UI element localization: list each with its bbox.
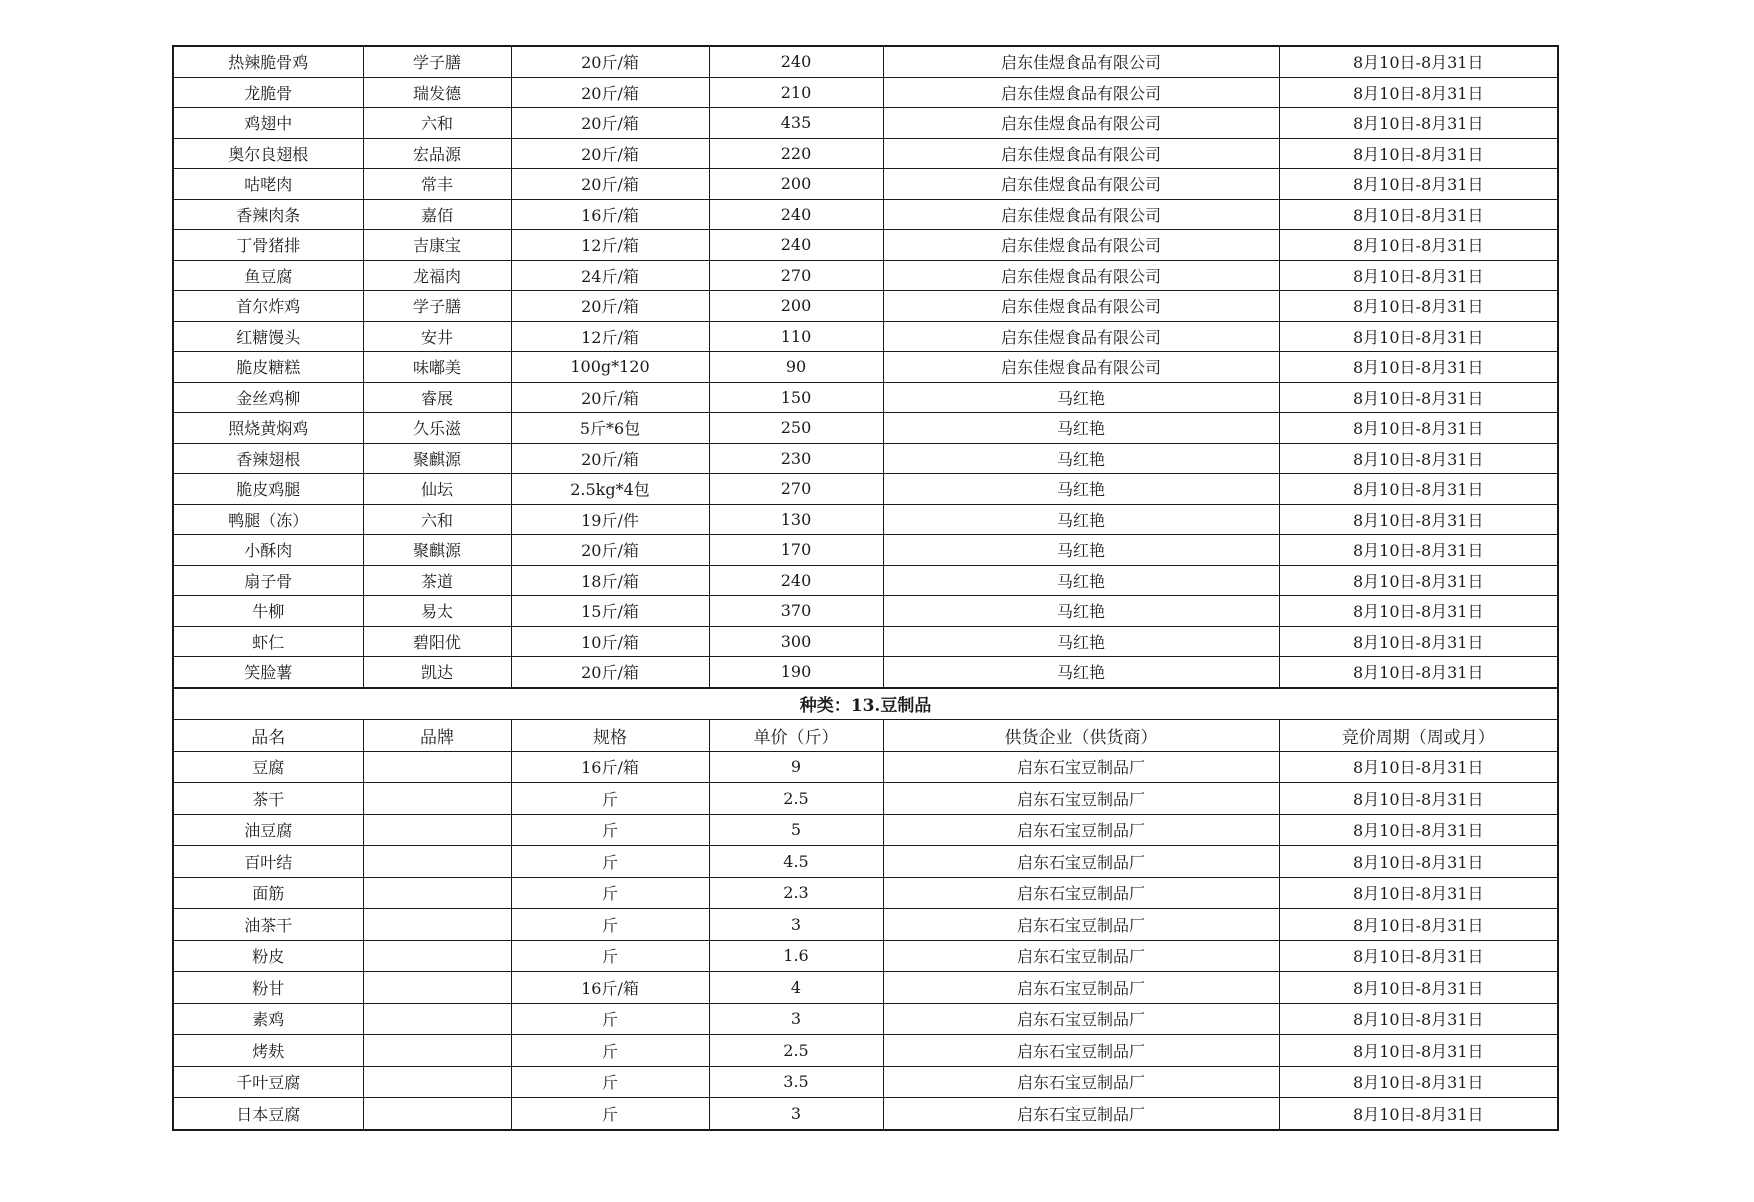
item-name-cell: 小酥肉 [173,535,363,566]
unit-price-cell: 370 [709,596,883,627]
spec-cell: 斤 [511,940,709,972]
brand-cell: 聚麒源 [363,535,511,566]
table-row [173,846,1558,878]
unit-price-cell: 110 [709,321,883,352]
bid-period-cell: 8月10日-8月31日 [1279,77,1558,108]
supplier-cell: 启东石宝豆制品厂 [883,1003,1279,1035]
spec-cell: 斤 [511,814,709,846]
spec-cell: 19斤/件 [511,504,709,535]
spec-cell: 20斤/箱 [511,138,709,169]
spec-cell: 16斤/箱 [511,199,709,230]
item-name-cell: 红糖馒头 [173,321,363,352]
spec-cell: 5斤*6包 [511,413,709,444]
header-price: 单价（斤） [709,720,883,752]
table-row [173,230,1558,261]
unit-price-cell: 240 [709,46,883,77]
table-row [173,877,1558,909]
item-name-cell: 千叶豆腐 [173,1066,363,1098]
item-name-cell: 油茶干 [173,909,363,941]
bid-period-cell: 8月10日-8月31日 [1279,1066,1558,1098]
bid-period-cell: 8月10日-8月31日 [1279,138,1558,169]
unit-price-cell: 435 [709,108,883,139]
table-row [173,46,1558,77]
brand-cell: 茶道 [363,565,511,596]
supplier-cell: 启东石宝豆制品厂 [883,814,1279,846]
unit-price-cell: 220 [709,138,883,169]
brand-cell: 瑞发德 [363,77,511,108]
supplier-cell: 启东石宝豆制品厂 [883,1035,1279,1067]
unit-price-cell: 3 [709,909,883,941]
spec-cell: 20斤/箱 [511,382,709,413]
unit-price-cell: 210 [709,77,883,108]
item-name-cell: 茶干 [173,783,363,815]
item-name-cell: 奥尔良翅根 [173,138,363,169]
supplier-cell: 马红艳 [883,596,1279,627]
supplier-cell: 马红艳 [883,504,1279,535]
supplier-cell: 启东佳煜食品有限公司 [883,46,1279,77]
bid-period-cell: 8月10日-8月31日 [1279,1098,1558,1130]
brand-cell: 六和 [363,504,511,535]
supplier-cell: 马红艳 [883,474,1279,505]
unit-price-cell: 240 [709,199,883,230]
brand-cell: 学子膳 [363,46,511,77]
frozen-goods-table [172,45,1559,688]
bid-period-cell: 8月10日-8月31日 [1279,535,1558,566]
supplier-cell: 马红艳 [883,657,1279,688]
unit-price-cell: 240 [709,565,883,596]
bid-period-cell: 8月10日-8月31日 [1279,321,1558,352]
unit-price-cell: 270 [709,260,883,291]
brand-cell: 睿展 [363,382,511,413]
item-name-cell: 咕咾肉 [173,169,363,200]
supplier-cell: 启东佳煜食品有限公司 [883,199,1279,230]
bid-period-cell: 8月10日-8月31日 [1279,46,1558,77]
unit-price-cell: 250 [709,413,883,444]
unit-price-cell: 240 [709,230,883,261]
item-name-cell: 笑脸薯 [173,657,363,688]
brand-cell [363,940,511,972]
supplier-cell: 启东佳煜食品有限公司 [883,260,1279,291]
spec-cell: 斤 [511,1003,709,1035]
table-row [173,972,1558,1004]
spec-cell: 20斤/箱 [511,169,709,200]
supplier-cell: 启东石宝豆制品厂 [883,940,1279,972]
brand-cell: 宏品源 [363,138,511,169]
unit-price-cell: 4.5 [709,846,883,878]
spec-cell: 斤 [511,1066,709,1098]
table-row [173,443,1558,474]
bid-period-cell: 8月10日-8月31日 [1279,382,1558,413]
bid-period-cell: 8月10日-8月31日 [1279,596,1558,627]
bid-period-cell: 8月10日-8月31日 [1279,814,1558,846]
bid-period-cell: 8月10日-8月31日 [1279,230,1558,261]
spec-cell: 100g*120 [511,352,709,383]
bid-period-cell: 8月10日-8月31日 [1279,108,1558,139]
brand-cell: 易太 [363,596,511,627]
unit-price-cell: 130 [709,504,883,535]
item-name-cell: 脆皮糖糕 [173,352,363,383]
header-name: 品名 [173,720,363,752]
spec-cell: 斤 [511,1098,709,1130]
table-row [173,909,1558,941]
supplier-cell: 启东佳煜食品有限公司 [883,321,1279,352]
supplier-cell: 启东石宝豆制品厂 [883,751,1279,783]
table-row [173,138,1558,169]
brand-cell [363,909,511,941]
item-name-cell: 牛柳 [173,596,363,627]
bid-period-cell: 8月10日-8月31日 [1279,940,1558,972]
table-row [173,814,1558,846]
spec-cell: 2.5kg*4包 [511,474,709,505]
bid-period-cell: 8月10日-8月31日 [1279,972,1558,1004]
bid-period-cell: 8月10日-8月31日 [1279,1003,1558,1035]
unit-price-cell: 150 [709,382,883,413]
item-name-cell: 脆皮鸡腿 [173,474,363,505]
table-row [173,108,1558,139]
bid-period-cell: 8月10日-8月31日 [1279,291,1558,322]
brand-cell [363,1066,511,1098]
spec-cell: 斤 [511,783,709,815]
spec-cell: 12斤/箱 [511,321,709,352]
brand-cell [363,783,511,815]
supplier-cell: 马红艳 [883,413,1279,444]
item-name-cell: 百叶结 [173,846,363,878]
spec-cell: 斤 [511,846,709,878]
header-brand: 品牌 [363,720,511,752]
spec-cell: 16斤/箱 [511,972,709,1004]
item-name-cell: 首尔炸鸡 [173,291,363,322]
bid-period-cell: 8月10日-8月31日 [1279,413,1558,444]
header-supplier: 供货企业（供货商） [883,720,1279,752]
item-name-cell: 粉甘 [173,972,363,1004]
item-name-cell: 素鸡 [173,1003,363,1035]
supplier-cell: 启东佳煜食品有限公司 [883,230,1279,261]
table-row [173,504,1558,535]
bid-period-cell: 8月10日-8月31日 [1279,565,1558,596]
unit-price-cell: 200 [709,169,883,200]
category-title: 种类：13.豆制品 [173,688,1558,720]
bid-period-cell: 8月10日-8月31日 [1279,474,1558,505]
item-name-cell: 粉皮 [173,940,363,972]
table-row [173,1098,1558,1130]
item-name-cell: 丁骨猪排 [173,230,363,261]
supplier-cell: 启东佳煜食品有限公司 [883,77,1279,108]
supplier-cell: 启东石宝豆制品厂 [883,783,1279,815]
bid-period-cell: 8月10日-8月31日 [1279,657,1558,688]
bean-products-body [173,751,1558,1130]
unit-price-cell: 5 [709,814,883,846]
bid-period-cell: 8月10日-8月31日 [1279,783,1558,815]
item-name-cell: 热辣脆骨鸡 [173,46,363,77]
unit-price-cell: 2.5 [709,783,883,815]
table-row [173,596,1558,627]
brand-cell: 学子膳 [363,291,511,322]
bid-period-cell: 8月10日-8月31日 [1279,352,1558,383]
unit-price-cell: 170 [709,535,883,566]
unit-price-cell: 4 [709,972,883,1004]
supplier-cell: 马红艳 [883,443,1279,474]
table-row [173,940,1558,972]
table-row [173,260,1558,291]
item-name-cell: 香辣翅根 [173,443,363,474]
spec-cell: 20斤/箱 [511,443,709,474]
brand-cell: 碧阳优 [363,626,511,657]
unit-price-cell: 3.5 [709,1066,883,1098]
table-row [173,783,1558,815]
unit-price-cell: 200 [709,291,883,322]
spec-cell: 斤 [511,1035,709,1067]
item-name-cell: 油豆腐 [173,814,363,846]
spec-cell: 20斤/箱 [511,108,709,139]
brand-cell: 龙福肉 [363,260,511,291]
supplier-cell: 启东石宝豆制品厂 [883,909,1279,941]
table-row [173,382,1558,413]
bid-period-cell: 8月10日-8月31日 [1279,909,1558,941]
spec-cell: 10斤/箱 [511,626,709,657]
brand-cell: 仙坛 [363,474,511,505]
brand-cell: 久乐滋 [363,413,511,444]
item-name-cell: 虾仁 [173,626,363,657]
bid-period-cell: 8月10日-8月31日 [1279,877,1558,909]
item-name-cell: 金丝鸡柳 [173,382,363,413]
supplier-cell: 启东佳煜食品有限公司 [883,108,1279,139]
supplier-cell: 启东佳煜食品有限公司 [883,169,1279,200]
table-row [173,321,1558,352]
brand-cell [363,1003,511,1035]
spec-cell: 20斤/箱 [511,46,709,77]
table-row [173,1066,1558,1098]
supplier-cell: 启东石宝豆制品厂 [883,1066,1279,1098]
table-row [173,291,1558,322]
bid-period-cell: 8月10日-8月31日 [1279,443,1558,474]
unit-price-cell: 2.5 [709,1035,883,1067]
unit-price-cell: 90 [709,352,883,383]
unit-price-cell: 230 [709,443,883,474]
table-row [173,474,1558,505]
bid-period-cell: 8月10日-8月31日 [1279,260,1558,291]
brand-cell [363,814,511,846]
bid-period-cell: 8月10日-8月31日 [1279,751,1558,783]
supplier-cell: 启东佳煜食品有限公司 [883,138,1279,169]
price-sheet [172,45,1557,1131]
category-row [173,688,1558,720]
supplier-cell: 启东石宝豆制品厂 [883,1098,1279,1130]
table-row [173,352,1558,383]
supplier-cell: 马红艳 [883,565,1279,596]
table-row [173,535,1558,566]
unit-price-cell: 2.3 [709,877,883,909]
brand-cell [363,1035,511,1067]
brand-cell [363,846,511,878]
item-name-cell: 鱼豆腐 [173,260,363,291]
unit-price-cell: 1.6 [709,940,883,972]
header-row [173,720,1558,752]
spec-cell: 斤 [511,909,709,941]
supplier-cell: 马红艳 [883,535,1279,566]
unit-price-cell: 270 [709,474,883,505]
brand-cell [363,751,511,783]
table-row [173,1003,1558,1035]
brand-cell [363,877,511,909]
supplier-cell: 马红艳 [883,382,1279,413]
bid-period-cell: 8月10日-8月31日 [1279,846,1558,878]
table-row [173,657,1558,688]
spec-cell: 斤 [511,877,709,909]
spec-cell: 20斤/箱 [511,291,709,322]
supplier-cell: 启东石宝豆制品厂 [883,846,1279,878]
item-name-cell: 烤麸 [173,1035,363,1067]
item-name-cell: 面筋 [173,877,363,909]
supplier-cell: 启东佳煜食品有限公司 [883,352,1279,383]
bid-period-cell: 8月10日-8月31日 [1279,169,1558,200]
spec-cell: 16斤/箱 [511,751,709,783]
bid-period-cell: 8月10日-8月31日 [1279,199,1558,230]
item-name-cell: 龙脆骨 [173,77,363,108]
brand-cell: 六和 [363,108,511,139]
brand-cell: 吉康宝 [363,230,511,261]
bid-period-cell: 8月10日-8月31日 [1279,1035,1558,1067]
unit-price-cell: 300 [709,626,883,657]
item-name-cell: 香辣肉条 [173,199,363,230]
spec-cell: 20斤/箱 [511,657,709,688]
table-row [173,413,1558,444]
supplier-cell: 启东石宝豆制品厂 [883,972,1279,1004]
unit-price-cell: 190 [709,657,883,688]
item-name-cell: 日本豆腐 [173,1098,363,1130]
spec-cell: 18斤/箱 [511,565,709,596]
table-row [173,199,1558,230]
unit-price-cell: 3 [709,1098,883,1130]
spec-cell: 24斤/箱 [511,260,709,291]
unit-price-cell: 9 [709,751,883,783]
spec-cell: 20斤/箱 [511,535,709,566]
bid-period-cell: 8月10日-8月31日 [1279,626,1558,657]
frozen-goods-body [173,46,1558,687]
brand-cell: 聚麒源 [363,443,511,474]
item-name-cell: 扇子骨 [173,565,363,596]
brand-cell: 凯达 [363,657,511,688]
brand-cell [363,972,511,1004]
item-name-cell: 豆腐 [173,751,363,783]
supplier-cell: 启东石宝豆制品厂 [883,877,1279,909]
supplier-cell: 马红艳 [883,626,1279,657]
unit-price-cell: 3 [709,1003,883,1035]
table-row [173,77,1558,108]
brand-cell: 常丰 [363,169,511,200]
item-name-cell: 鸡翅中 [173,108,363,139]
bean-products-table [172,688,1559,1131]
brand-cell: 味嘟美 [363,352,511,383]
brand-cell: 安井 [363,321,511,352]
spec-cell: 15斤/箱 [511,596,709,627]
table-row [173,751,1558,783]
header-spec: 规格 [511,720,709,752]
item-name-cell: 鸭腿（冻） [173,504,363,535]
brand-cell [363,1098,511,1130]
spec-cell: 20斤/箱 [511,77,709,108]
table-row [173,626,1558,657]
table-row [173,169,1558,200]
table-row [173,565,1558,596]
bid-period-cell: 8月10日-8月31日 [1279,504,1558,535]
spec-cell: 12斤/箱 [511,230,709,261]
brand-cell: 嘉佰 [363,199,511,230]
table-row [173,1035,1558,1067]
supplier-cell: 启东佳煜食品有限公司 [883,291,1279,322]
header-period: 竞价周期（周或月） [1279,720,1558,752]
item-name-cell: 照烧黄焖鸡 [173,413,363,444]
